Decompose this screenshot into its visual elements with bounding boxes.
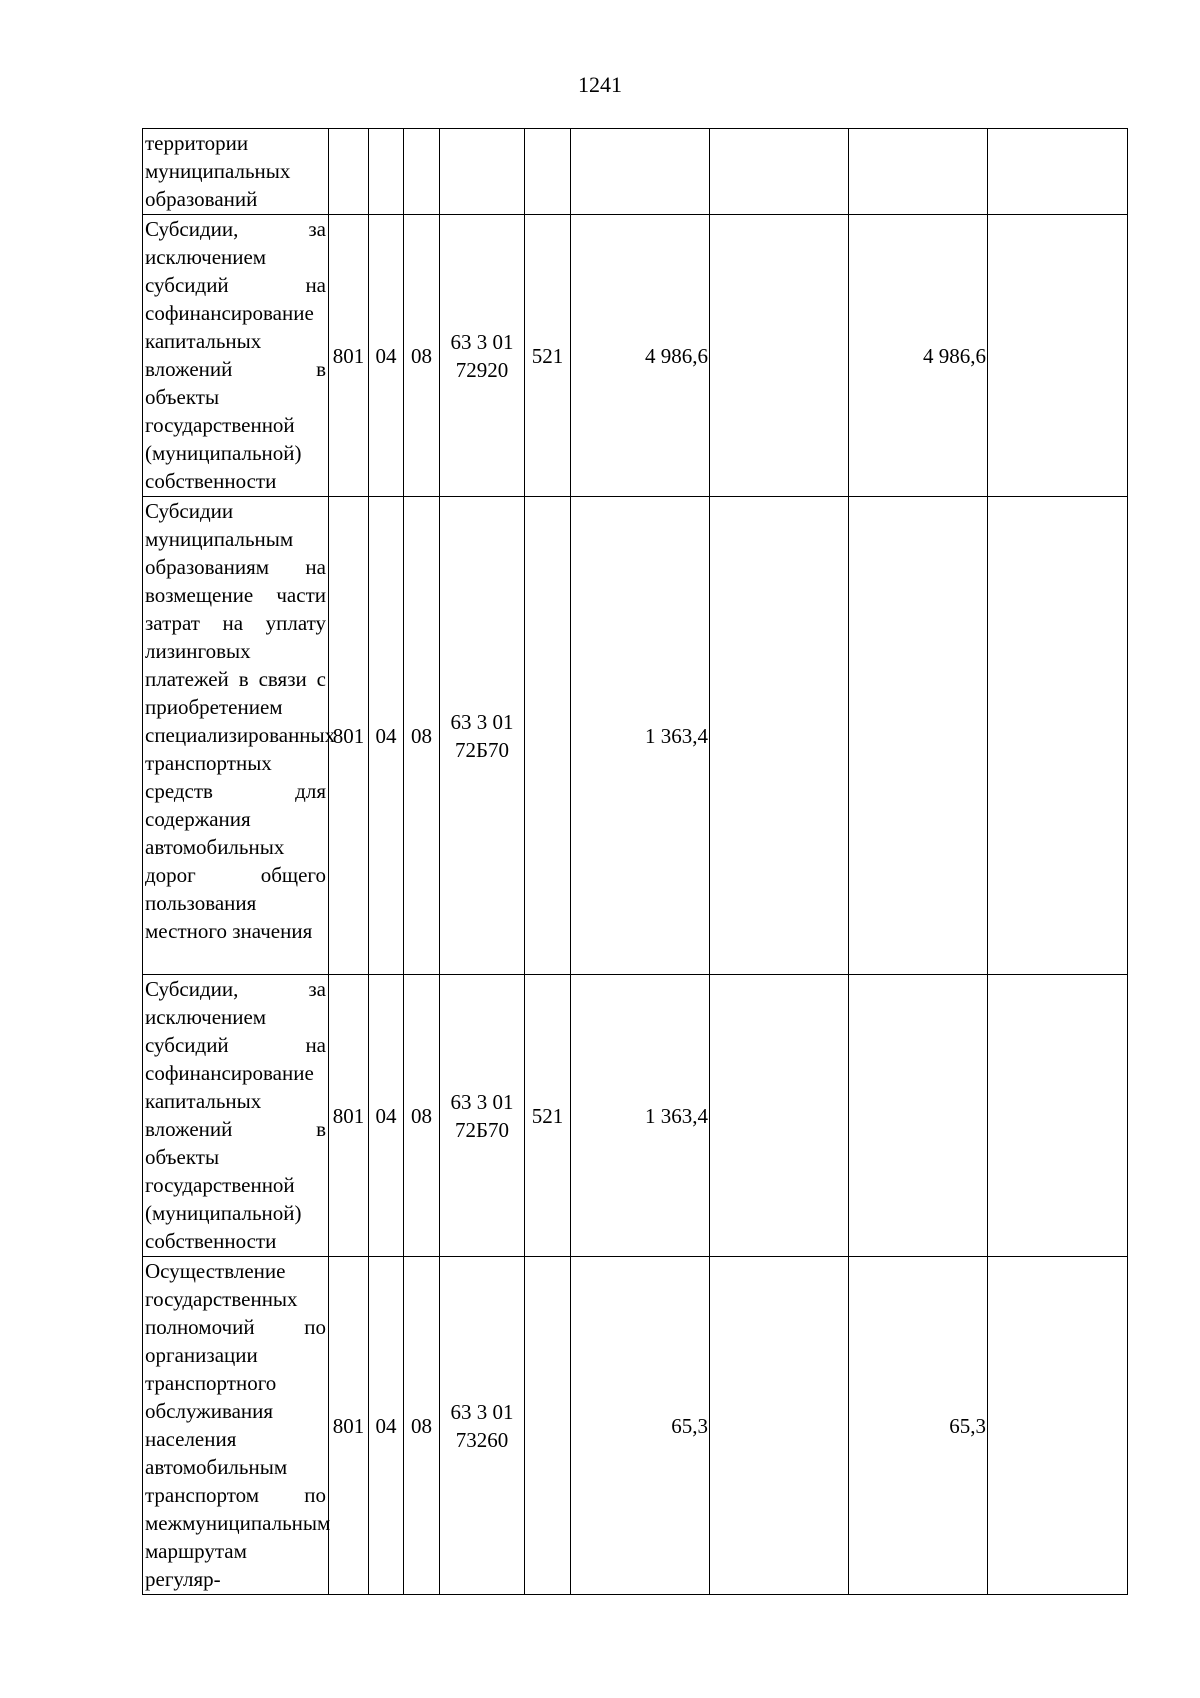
amount-cell-3 (849, 975, 988, 1257)
amount-cell-1: 65,3 (571, 1257, 710, 1595)
amount-cell-3 (849, 497, 988, 975)
target-article-cell: 63 3 01 73260 (440, 1257, 525, 1595)
ministry-cell: 801 (329, 215, 369, 497)
subsection-cell: 08 (404, 497, 440, 975)
section-cell: 04 (369, 975, 404, 1257)
amount-cell-3: 65,3 (849, 1257, 988, 1595)
table-row (143, 497, 1128, 975)
expense-type-cell: 521 (525, 215, 571, 497)
table-row (143, 1257, 1128, 1595)
amount-cell-3: 4 986,6 (849, 215, 988, 497)
amount-cell-4 (988, 975, 1128, 1257)
target-article-cell (440, 129, 525, 215)
section-cell: 04 (369, 1257, 404, 1595)
target-article-cell: 63 3 01 72920 (440, 215, 525, 497)
subsection-cell: 08 (404, 215, 440, 497)
table-row (143, 215, 1128, 497)
amount-cell-2 (710, 129, 849, 215)
subsection-cell (404, 129, 440, 215)
amount-cell-1: 1 363,4 (571, 497, 710, 975)
section-cell (369, 129, 404, 215)
expense-type-cell (525, 497, 571, 975)
amount-cell-2 (710, 215, 849, 497)
amount-cell-2 (710, 497, 849, 975)
amount-cell-1: 1 363,4 (571, 975, 710, 1257)
row-name-cell: Субсидии, за исключением субсидий на софинансирование капитальных вложений в объекты государственной (муниципальной) собственности (143, 975, 329, 1257)
section-cell: 04 (369, 215, 404, 497)
amount-cell-4 (988, 497, 1128, 975)
row-name-cell: Субсидии, за исключением субсидий на софинансирование капитальных вложений в объекты государственной (муниципальной) собственности (143, 215, 329, 497)
expense-type-cell (525, 1257, 571, 1595)
target-article-cell: 63 3 01 72Б70 (440, 497, 525, 975)
expense-type-cell: 521 (525, 975, 571, 1257)
amount-cell-4 (988, 129, 1128, 215)
ministry-cell: 801 (329, 497, 369, 975)
amount-cell-1 (571, 129, 710, 215)
table-row (143, 975, 1128, 1257)
section-cell: 04 (369, 497, 404, 975)
amount-cell-4 (988, 215, 1128, 497)
amount-cell-4 (988, 1257, 1128, 1595)
row-name-cell: Субсидии муниципальным образованиям на возмещение части затрат на уплату лизинговых платежей в связи с приобретением специализированных транспортных средств для содержания автомобильных дорог общего пользования местного значения (143, 497, 329, 975)
subsection-cell: 08 (404, 975, 440, 1257)
budget-table (142, 128, 1128, 1595)
subsection-cell: 08 (404, 1257, 440, 1595)
amount-cell-2 (710, 1257, 849, 1595)
table-row (143, 129, 1128, 215)
amount-cell-3 (849, 129, 988, 215)
amount-cell-1: 4 986,6 (571, 215, 710, 497)
expense-type-cell (525, 129, 571, 215)
amount-cell-2 (710, 975, 849, 1257)
target-article-cell: 63 3 01 72Б70 (440, 975, 525, 1257)
ministry-cell: 801 (329, 975, 369, 1257)
ministry-cell (329, 129, 369, 215)
ministry-cell: 801 (329, 1257, 369, 1595)
row-name-cell: территории муниципальных образований (143, 129, 329, 215)
row-name-cell: Осуществление государственных полномочий по организации транспортного обслуживания населения автомобильным транспортом по межмуниципальным маршрутам регуляр- (143, 1257, 329, 1595)
page-number: 1241 (578, 72, 622, 97)
